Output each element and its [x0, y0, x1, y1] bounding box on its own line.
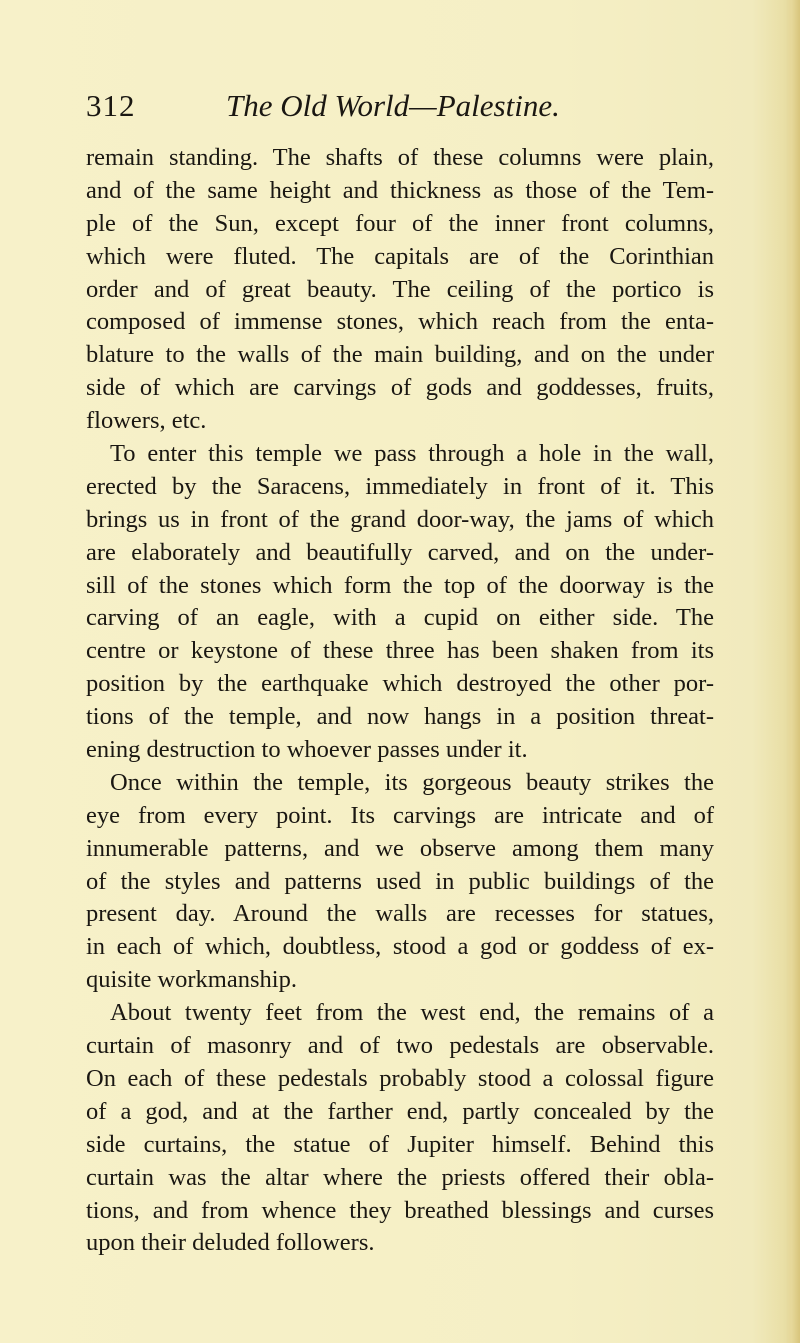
body-text [86, 142, 714, 1260]
text-line: of a god, and at the farther end, partly concealed by the [86, 1097, 714, 1125]
text-line: order and of great beauty. The ceiling of the portico is [86, 275, 714, 303]
text-line: curtain was the altar where the priests offered their obla- [86, 1163, 714, 1191]
page-header [86, 88, 726, 128]
text-line: sill of the stones which form the top of the doorway is the [86, 571, 714, 599]
text-line: composed of immense stones, which reach from the enta- [86, 308, 714, 336]
text-line: centre or keystone of these three has been shaken from its [86, 637, 714, 665]
text-line: curtain of masonry and of two pedestals are observable. [86, 1032, 714, 1060]
text-line: which were fluted. The capitals are of the Corinthian [86, 242, 714, 270]
text-line: eye from every point. Its carvings are intricate and of [86, 801, 714, 829]
text-line: upon their deluded followers. [86, 1229, 375, 1257]
text-line: blature to the walls of the main building, and on the under [86, 341, 714, 369]
running-head: The Old World—Palestine. [226, 88, 560, 123]
text-line: side of which are carvings of gods and goddesses, fruits, [86, 374, 714, 402]
text-line: quisite workmanship. [86, 966, 297, 994]
text-line: tions of the temple, and now hangs in a position threat- [86, 703, 714, 731]
text-line: tions, and from whence they breathed blessings and curses [86, 1196, 714, 1224]
text-line: brings us in front of the grand door-way, the jams of which [86, 505, 714, 533]
text-line: ening destruction to whoever passes under it. [86, 736, 528, 764]
text-line: innumerable patterns, and we observe among them many [86, 834, 714, 862]
text-line: in each of which, doubtless, stood a god or goddess of ex- [86, 933, 714, 961]
text-line: flowers, etc. [86, 407, 207, 435]
text-line: On each of these pedestals probably stood a colossal figure [86, 1064, 714, 1092]
text-line: carving of an eagle, with a cupid on either side. The [86, 604, 714, 632]
text-line: Once within the temple, its gorgeous beauty strikes the [110, 768, 714, 796]
text-line: About twenty feet from the west end, the remains of a [110, 999, 714, 1027]
text-line: and of the same height and thickness as those of the Tem- [86, 176, 714, 204]
page-edge [786, 0, 800, 1343]
text-line: To enter this temple we pass through a hole in the wall, [110, 440, 714, 468]
text-line: present day. Around the walls are recesses for statues, [86, 900, 714, 928]
text-line: position by the earthquake which destroyed the other por- [86, 670, 714, 698]
text-line: are elaborately and beautifully carved, and on the under- [86, 538, 714, 566]
text-line: side curtains, the statue of Jupiter himself. Behind this [86, 1130, 714, 1158]
text-line: ple of the Sun, except four of the inner front columns, [86, 209, 714, 237]
text-line: of the styles and patterns used in public buildings of the [86, 867, 714, 895]
text-line: erected by the Saracens, immediately in front of it. This [86, 472, 714, 500]
page-number: 312 [86, 88, 136, 123]
text-line: remain standing. The shafts of these columns were plain, [86, 144, 714, 171]
